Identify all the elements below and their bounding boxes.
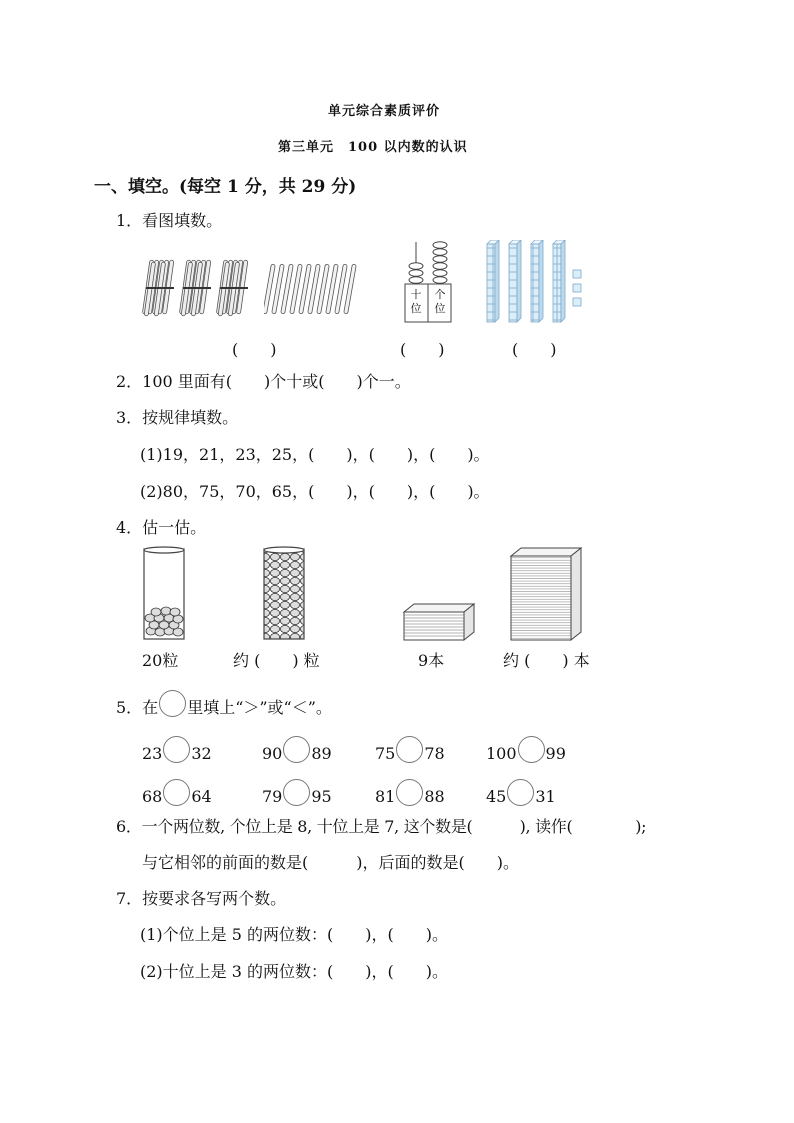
tall-book-stack-image bbox=[507, 546, 583, 642]
q1-blank-2[interactable]: ( ) bbox=[400, 340, 445, 359]
q5-suffix: 里填上“＞”或“＜”。 bbox=[187, 698, 332, 717]
loose-sticks-image bbox=[264, 262, 360, 316]
q2-text: 2．100 里面有( )个十或( )个一。 bbox=[116, 372, 411, 391]
q1-blank-3[interactable]: ( ) bbox=[512, 340, 557, 359]
q1-label: 1．看图填数。 bbox=[116, 211, 223, 230]
q6-line-2: 与它相邻的前面的数是( )，后面的数是( )。 bbox=[142, 853, 519, 872]
q1-blank-1[interactable]: ( ) bbox=[232, 340, 277, 359]
circle-icon bbox=[159, 690, 186, 717]
small-book-stack-image bbox=[400, 602, 476, 642]
compare-circle[interactable] bbox=[396, 779, 423, 806]
abacus bbox=[404, 240, 452, 324]
compare-item[interactable]: 45 31 bbox=[486, 779, 556, 806]
q3-line-1: (1)19，21，23，25，( )，( )，( )。 bbox=[140, 445, 490, 464]
compare-circle[interactable] bbox=[507, 779, 534, 806]
base-ten-blocks-image bbox=[485, 240, 585, 324]
abacus-ones-label: 个位 bbox=[434, 288, 446, 315]
jar-few-beads-image bbox=[140, 545, 190, 641]
compare-circle[interactable] bbox=[163, 736, 190, 763]
compare-circle[interactable] bbox=[163, 779, 190, 806]
jar-many-beads-image bbox=[260, 545, 310, 641]
compare-circle[interactable] bbox=[283, 779, 310, 806]
q4-caption-1: 20粒 bbox=[142, 651, 179, 670]
doc-subtitle: 第三单元 100 以内数的认识 bbox=[278, 140, 468, 155]
q4-caption-2[interactable]: 约 ( ) 粒 bbox=[233, 651, 320, 670]
doc-title: 单元综合素质评价 bbox=[328, 104, 441, 119]
q6-line-1: 6．一个两位数, 个位上是 8, 十位上是 7, 这个数是( ), 读作( ); bbox=[116, 817, 647, 836]
compare-circle[interactable] bbox=[396, 736, 423, 763]
q5-instruction bbox=[116, 690, 332, 718]
compare-item[interactable]: 81 88 bbox=[375, 779, 445, 806]
compare-item[interactable]: 23 32 bbox=[142, 736, 212, 763]
section-heading: 一、填空。(每空 1 分，共 29 分) bbox=[94, 177, 357, 197]
q4-label: 4．估一估。 bbox=[116, 518, 207, 537]
compare-item[interactable]: 68 64 bbox=[142, 779, 212, 806]
stick-bundles-image bbox=[140, 258, 255, 318]
compare-circle[interactable] bbox=[283, 736, 310, 763]
q7-line-2: (2)十位上是 3 的两位数：( )，( )。 bbox=[140, 962, 448, 981]
q4-caption-4[interactable]: 约 ( ) 本 bbox=[503, 651, 590, 670]
compare-item[interactable]: 90 89 bbox=[262, 736, 332, 763]
q3-label: 3．按规律填数。 bbox=[116, 408, 239, 427]
compare-item[interactable]: 75 78 bbox=[375, 736, 445, 763]
q5-prefix: 5．在 bbox=[116, 698, 159, 717]
q3-line-2: (2)80，75，70，65，( )，( )，( )。 bbox=[140, 482, 490, 501]
q7-label: 7．按要求各写两个数。 bbox=[116, 889, 287, 908]
abacus-tens-label: 十位 bbox=[410, 288, 422, 315]
compare-item[interactable]: 79 95 bbox=[262, 779, 332, 806]
q7-line-1: (1)个位上是 5 的两位数：( )，( )。 bbox=[140, 925, 448, 944]
q4-caption-3: 9本 bbox=[418, 651, 445, 670]
compare-item[interactable]: 100 99 bbox=[486, 736, 566, 763]
compare-circle[interactable] bbox=[518, 736, 545, 763]
